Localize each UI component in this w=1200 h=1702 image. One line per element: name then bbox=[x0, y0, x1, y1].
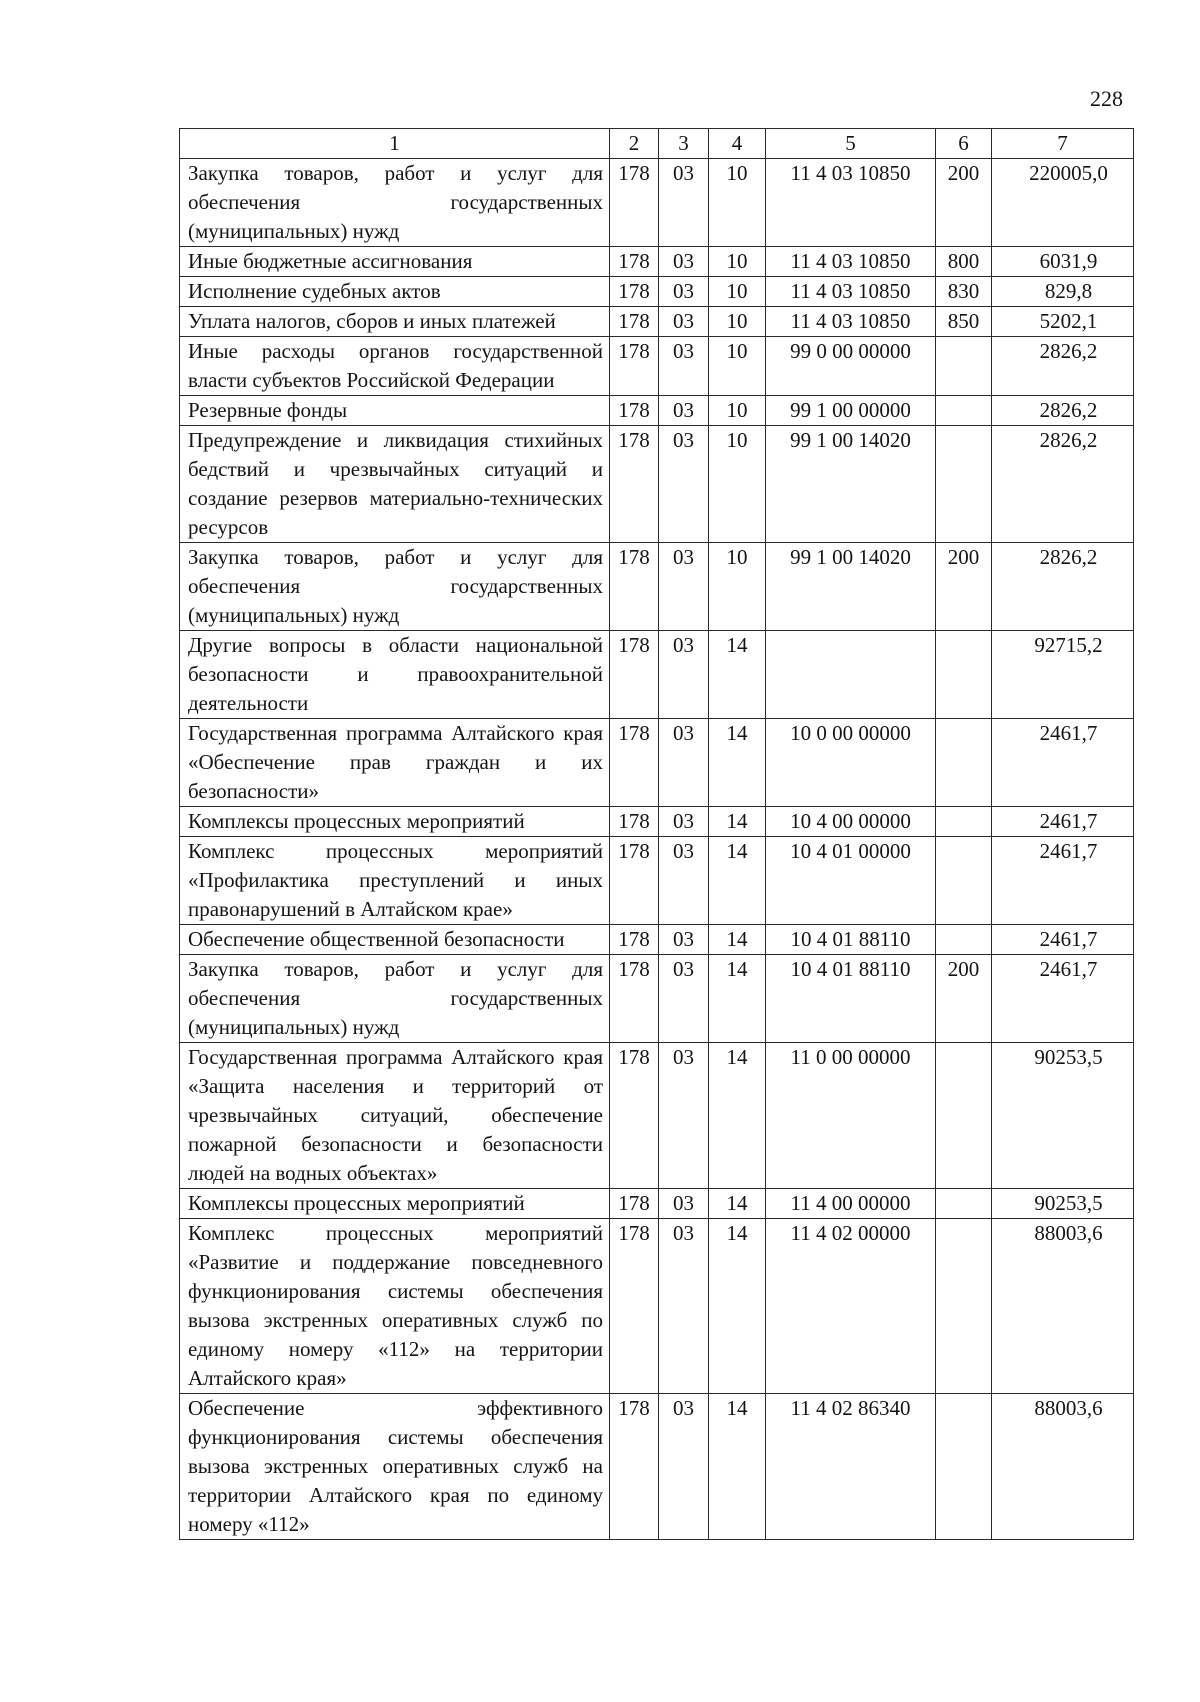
cell-ministry: 178 bbox=[610, 1394, 659, 1540]
cell-expense-type bbox=[936, 1043, 992, 1189]
cell-name: Резервные фонды bbox=[180, 396, 610, 426]
cell-subsection: 14 bbox=[709, 837, 766, 925]
col-header-expense-type: 6 bbox=[936, 129, 992, 159]
cell-ministry: 178 bbox=[610, 1219, 659, 1394]
cell-target-article: 10 4 01 00000 bbox=[766, 837, 936, 925]
cell-name: Государственная программа Алтайского края «Обеспечение прав граждан и их безопасности» bbox=[180, 719, 610, 807]
cell-section: 03 bbox=[659, 396, 709, 426]
cell-name: Закупка товаров, работ и услуг для обеспечения государственных (муниципальных) нужд bbox=[180, 159, 610, 247]
cell-name: Государственная программа Алтайского края «Защита населения и территорий от чрезвычайных ситуаций, обеспечение пожарной безопасности и безопасности людей на водных объектах» bbox=[180, 1043, 610, 1189]
cell-amount: 2826,2 bbox=[992, 396, 1134, 426]
cell-expense-type: 200 bbox=[936, 159, 992, 247]
cell-section: 03 bbox=[659, 1394, 709, 1540]
table-row bbox=[180, 955, 1134, 1043]
cell-target-article bbox=[766, 631, 936, 719]
cell-subsection: 14 bbox=[709, 719, 766, 807]
cell-name: Комплексы процессных мероприятий bbox=[180, 1189, 610, 1219]
cell-section: 03 bbox=[659, 337, 709, 396]
cell-ministry: 178 bbox=[610, 277, 659, 307]
cell-expense-type bbox=[936, 807, 992, 837]
cell-target-article: 11 4 03 10850 bbox=[766, 307, 936, 337]
cell-subsection: 10 bbox=[709, 426, 766, 543]
cell-amount: 90253,5 bbox=[992, 1043, 1134, 1189]
cell-amount: 2826,2 bbox=[992, 426, 1134, 543]
cell-expense-type bbox=[936, 837, 992, 925]
cell-expense-type: 830 bbox=[936, 277, 992, 307]
cell-name: Другие вопросы в области национальной безопасности и правоохранительной деятельности bbox=[180, 631, 610, 719]
cell-ministry: 178 bbox=[610, 719, 659, 807]
cell-section: 03 bbox=[659, 719, 709, 807]
cell-section: 03 bbox=[659, 277, 709, 307]
table-row bbox=[180, 337, 1134, 396]
cell-amount: 6031,9 bbox=[992, 247, 1134, 277]
cell-ministry: 178 bbox=[610, 1189, 659, 1219]
table-body bbox=[180, 159, 1134, 1540]
cell-target-article: 99 1 00 00000 bbox=[766, 396, 936, 426]
cell-target-article: 10 4 01 88110 bbox=[766, 955, 936, 1043]
table-row bbox=[180, 1189, 1134, 1219]
cell-name: Комплекс процессных мероприятий «Развитие и поддержание повседневного функционирования системы обеспечения вызова экстренных оперативных служб по единому номеру «112» на территории Алтайского края» bbox=[180, 1219, 610, 1394]
cell-amount: 2461,7 bbox=[992, 719, 1134, 807]
cell-target-article: 11 4 02 00000 bbox=[766, 1219, 936, 1394]
col-header-ministry: 2 bbox=[610, 129, 659, 159]
cell-subsection: 10 bbox=[709, 396, 766, 426]
page-number: 228 bbox=[1090, 86, 1123, 111]
cell-name: Исполнение судебных актов bbox=[180, 277, 610, 307]
cell-expense-type bbox=[936, 426, 992, 543]
cell-expense-type bbox=[936, 1189, 992, 1219]
cell-section: 03 bbox=[659, 307, 709, 337]
cell-section: 03 bbox=[659, 807, 709, 837]
cell-subsection: 14 bbox=[709, 1043, 766, 1189]
table-row bbox=[180, 837, 1134, 925]
cell-subsection: 14 bbox=[709, 1219, 766, 1394]
cell-subsection: 10 bbox=[709, 337, 766, 396]
table-row bbox=[180, 307, 1134, 337]
cell-section: 03 bbox=[659, 955, 709, 1043]
cell-target-article: 11 4 02 86340 bbox=[766, 1394, 936, 1540]
cell-name: Иные бюджетные ассигнования bbox=[180, 247, 610, 277]
cell-ministry: 178 bbox=[610, 925, 659, 955]
cell-expense-type: 200 bbox=[936, 955, 992, 1043]
cell-ministry: 178 bbox=[610, 307, 659, 337]
cell-amount: 2826,2 bbox=[992, 543, 1134, 631]
cell-ministry: 178 bbox=[610, 247, 659, 277]
table-row bbox=[180, 1394, 1134, 1540]
cell-target-article: 10 4 00 00000 bbox=[766, 807, 936, 837]
cell-ministry: 178 bbox=[610, 159, 659, 247]
table-row bbox=[180, 543, 1134, 631]
cell-section: 03 bbox=[659, 1219, 709, 1394]
cell-ministry: 178 bbox=[610, 837, 659, 925]
cell-target-article: 10 4 01 88110 bbox=[766, 925, 936, 955]
cell-ministry: 178 bbox=[610, 807, 659, 837]
cell-subsection: 14 bbox=[709, 631, 766, 719]
cell-section: 03 bbox=[659, 543, 709, 631]
table-row bbox=[180, 426, 1134, 543]
cell-target-article: 10 0 00 00000 bbox=[766, 719, 936, 807]
col-header-amount: 7 bbox=[992, 129, 1134, 159]
cell-subsection: 10 bbox=[709, 307, 766, 337]
cell-amount: 220005,0 bbox=[992, 159, 1134, 247]
cell-section: 03 bbox=[659, 925, 709, 955]
cell-ministry: 178 bbox=[610, 1043, 659, 1189]
table-row bbox=[180, 807, 1134, 837]
cell-expense-type bbox=[936, 719, 992, 807]
cell-subsection: 14 bbox=[709, 1189, 766, 1219]
cell-subsection: 10 bbox=[709, 247, 766, 277]
cell-section: 03 bbox=[659, 1189, 709, 1219]
cell-target-article: 11 4 00 00000 bbox=[766, 1189, 936, 1219]
cell-amount: 2461,7 bbox=[992, 925, 1134, 955]
table-row bbox=[180, 925, 1134, 955]
cell-ministry: 178 bbox=[610, 396, 659, 426]
cell-expense-type: 850 bbox=[936, 307, 992, 337]
cell-ministry: 178 bbox=[610, 337, 659, 396]
cell-amount: 90253,5 bbox=[992, 1189, 1134, 1219]
cell-name: Комплексы процессных мероприятий bbox=[180, 807, 610, 837]
cell-target-article: 99 1 00 14020 bbox=[766, 426, 936, 543]
cell-target-article: 99 1 00 14020 bbox=[766, 543, 936, 631]
cell-name: Закупка товаров, работ и услуг для обеспечения государственных (муниципальных) нужд bbox=[180, 955, 610, 1043]
cell-target-article: 99 0 00 00000 bbox=[766, 337, 936, 396]
cell-ministry: 178 bbox=[610, 955, 659, 1043]
cell-expense-type bbox=[936, 1219, 992, 1394]
cell-amount: 2461,7 bbox=[992, 807, 1134, 837]
cell-name: Обеспечение эффективного функционирования системы обеспечения вызова экстренных оперативных служб на территории Алтайского края по единому номеру «112» bbox=[180, 1394, 610, 1540]
cell-expense-type bbox=[936, 1394, 992, 1540]
cell-name: Предупреждение и ликвидация стихийных бедствий и чрезвычайных ситуаций и создание резервов материально-технических ресурсов bbox=[180, 426, 610, 543]
cell-subsection: 14 bbox=[709, 925, 766, 955]
cell-expense-type bbox=[936, 925, 992, 955]
cell-ministry: 178 bbox=[610, 543, 659, 631]
cell-subsection: 14 bbox=[709, 955, 766, 1043]
col-header-target-article: 5 bbox=[766, 129, 936, 159]
table-row bbox=[180, 1043, 1134, 1189]
table-row bbox=[180, 631, 1134, 719]
cell-expense-type bbox=[936, 337, 992, 396]
header-row bbox=[180, 129, 1134, 159]
cell-name: Иные расходы органов государственной власти субъектов Российской Федерации bbox=[180, 337, 610, 396]
cell-subsection: 14 bbox=[709, 807, 766, 837]
cell-target-article: 11 4 03 10850 bbox=[766, 247, 936, 277]
cell-subsection: 14 bbox=[709, 1394, 766, 1540]
cell-section: 03 bbox=[659, 247, 709, 277]
col-header-section: 3 bbox=[659, 129, 709, 159]
col-header-subsection: 4 bbox=[709, 129, 766, 159]
cell-amount: 2461,7 bbox=[992, 955, 1134, 1043]
cell-name: Обеспечение общественной безопасности bbox=[180, 925, 610, 955]
cell-section: 03 bbox=[659, 1043, 709, 1189]
cell-amount: 92715,2 bbox=[992, 631, 1134, 719]
table-row bbox=[180, 159, 1134, 247]
table-row bbox=[180, 719, 1134, 807]
cell-expense-type bbox=[936, 396, 992, 426]
cell-amount: 88003,6 bbox=[992, 1394, 1134, 1540]
cell-subsection: 10 bbox=[709, 159, 766, 247]
cell-amount: 829,8 bbox=[992, 277, 1134, 307]
table-row bbox=[180, 396, 1134, 426]
cell-section: 03 bbox=[659, 159, 709, 247]
cell-section: 03 bbox=[659, 837, 709, 925]
cell-amount: 2461,7 bbox=[992, 837, 1134, 925]
cell-expense-type: 800 bbox=[936, 247, 992, 277]
cell-ministry: 178 bbox=[610, 631, 659, 719]
cell-ministry: 178 bbox=[610, 426, 659, 543]
table-row bbox=[180, 1219, 1134, 1394]
cell-amount: 88003,6 bbox=[992, 1219, 1134, 1394]
cell-subsection: 10 bbox=[709, 277, 766, 307]
cell-target-article: 11 4 03 10850 bbox=[766, 277, 936, 307]
cell-section: 03 bbox=[659, 426, 709, 543]
cell-amount: 2826,2 bbox=[992, 337, 1134, 396]
col-header-name: 1 bbox=[180, 129, 610, 159]
cell-name: Комплекс процессных мероприятий «Профилактика преступлений и иных правонарушений в Алтайском крае» bbox=[180, 837, 610, 925]
cell-amount: 5202,1 bbox=[992, 307, 1134, 337]
budget-table bbox=[179, 128, 1134, 1540]
table-row bbox=[180, 247, 1134, 277]
cell-expense-type bbox=[936, 631, 992, 719]
cell-name: Закупка товаров, работ и услуг для обеспечения государственных (муниципальных) нужд bbox=[180, 543, 610, 631]
cell-section: 03 bbox=[659, 631, 709, 719]
cell-expense-type: 200 bbox=[936, 543, 992, 631]
cell-subsection: 10 bbox=[709, 543, 766, 631]
cell-target-article: 11 0 00 00000 bbox=[766, 1043, 936, 1189]
table-row bbox=[180, 277, 1134, 307]
cell-target-article: 11 4 03 10850 bbox=[766, 159, 936, 247]
cell-name: Уплата налогов, сборов и иных платежей bbox=[180, 307, 610, 337]
